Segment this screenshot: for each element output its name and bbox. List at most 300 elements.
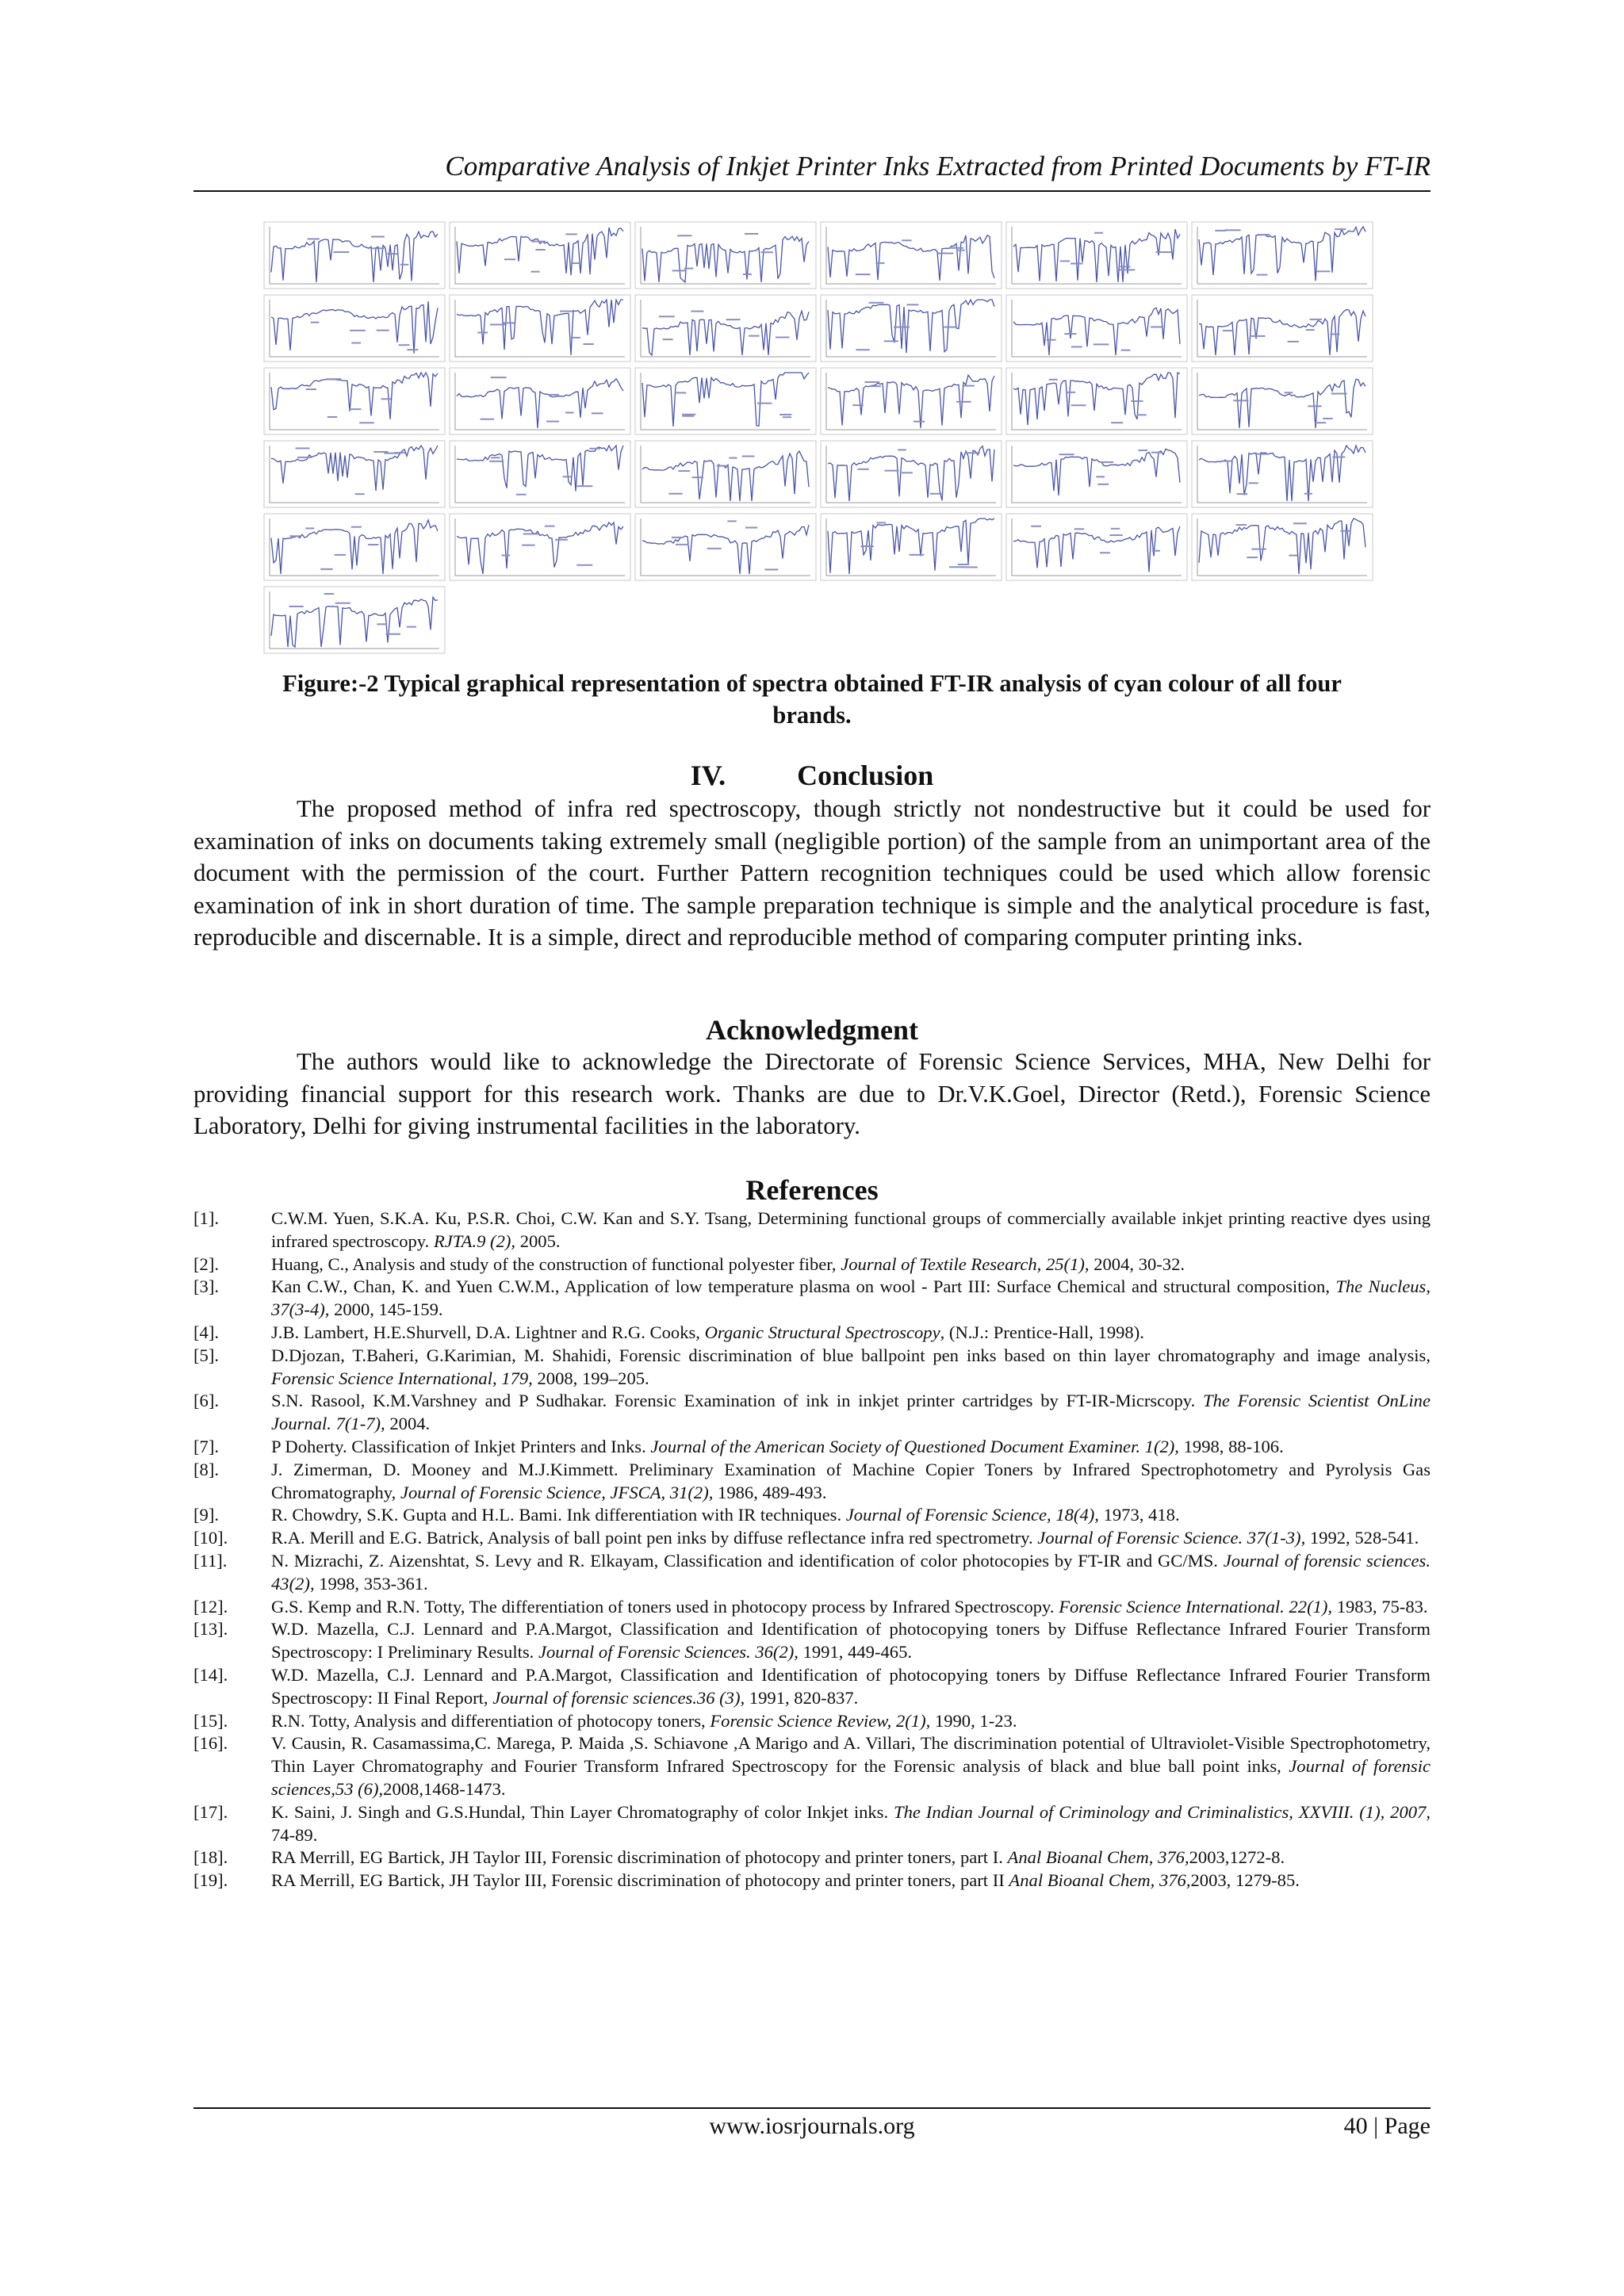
reference-text — [271, 1390, 1431, 1436]
peak-label-mark — [1250, 335, 1266, 337]
reference-number: [1]. — [193, 1208, 219, 1228]
conclusion-number: IV. — [690, 760, 726, 791]
reference-item — [193, 1801, 1431, 1847]
reference-item — [193, 1527, 1431, 1550]
peak-label-mark — [1236, 524, 1247, 526]
peak-label-mark — [906, 304, 918, 305]
peak-label-mark — [894, 327, 910, 328]
reference-number: [2]. — [193, 1253, 219, 1274]
conclusion-title: Conclusion — [797, 760, 934, 791]
reference-segment: 1998, 353-361. — [314, 1573, 428, 1594]
reference-item — [193, 1504, 1431, 1527]
peak-label-mark — [726, 319, 741, 320]
spectrum-thumbnail — [635, 368, 816, 434]
spectrum-thumbnail — [635, 441, 816, 507]
peak-label-mark — [565, 233, 577, 235]
reference-segment: Huang, C., Analysis and study of the construction of functional polyester fiber, — [271, 1253, 841, 1274]
peak-label-mark — [503, 322, 515, 323]
reference-text — [271, 1846, 1431, 1869]
reference-item — [193, 1390, 1431, 1436]
peak-label-mark — [1293, 522, 1307, 524]
peak-label-mark — [399, 344, 410, 346]
peak-label-mark — [334, 251, 350, 253]
spectrum-thumbnail — [821, 368, 1002, 434]
spectrum-thumbnail — [1192, 368, 1373, 434]
peak-label-mark — [676, 544, 688, 545]
peak-label-mark — [1111, 528, 1120, 530]
spectrum-thumbnail — [1192, 441, 1373, 507]
peak-label-mark — [516, 494, 527, 496]
spectrum-thumbnail — [821, 295, 1002, 362]
reference-item — [193, 1846, 1431, 1869]
peak-label-mark — [965, 452, 980, 453]
peak-label-mark — [565, 411, 573, 413]
reference-source: Journal of forensic sciences. 43(2), — [271, 1550, 1431, 1594]
peak-label-mark — [592, 412, 603, 414]
reference-source: 25(1) — [1045, 1253, 1085, 1274]
spectrum-thumbnail — [821, 441, 1002, 507]
reference-segment: R.A. Merill and E.G. Batrick, Analysis of ball point pen inks by diffuse reflectance infra red spectrometry. — [271, 1528, 1038, 1548]
reference-text — [271, 1527, 1431, 1550]
reference-segment: ,2008,1468-1473. — [378, 1778, 506, 1799]
spectrum-thumbnail — [821, 514, 1002, 580]
reference-segment: R.N. Totty, Analysis and differentiation of photocopy toners, — [271, 1710, 710, 1731]
reference-number: [11]. — [193, 1550, 228, 1571]
reference-segment: V. Causin, R. Casamassima,C. Marega, P. Maida ,S. Schiavone ,A Marigo and A. Villari, The discrimination potential of Ultraviolet-Visible Spectrophotometry, Thin Layer Chromatography and Fourier Transform Infrared Spectroscopy for the Forensic analysis of black and blue ball point inks, — [271, 1733, 1431, 1777]
peak-label-mark — [385, 633, 400, 635]
reference-segment: 1992, 528-541. — [1305, 1528, 1419, 1548]
peak-label-mark — [1111, 422, 1123, 423]
reference-text — [271, 1504, 1431, 1527]
peak-label-mark — [335, 554, 346, 556]
peak-label-mark — [545, 526, 555, 527]
peak-label-mark — [1096, 476, 1105, 477]
peak-label-mark — [938, 253, 954, 254]
references-heading: References — [745, 1174, 879, 1206]
reference-source: Journal of the American Society of Questioned Document Examiner. 1(2), — [650, 1436, 1179, 1456]
peak-label-mark — [491, 377, 507, 378]
peak-label-mark — [305, 527, 314, 529]
peak-label-mark — [535, 249, 545, 251]
peak-label-mark — [1047, 339, 1056, 341]
spectrum-thumbnail — [635, 295, 816, 362]
peak-label-mark — [576, 564, 592, 566]
peak-label-mark — [1071, 346, 1082, 347]
peak-label-mark — [691, 311, 703, 312]
peak-label-mark — [1109, 534, 1122, 536]
reference-item — [193, 1436, 1431, 1459]
peak-label-mark — [377, 330, 389, 331]
reference-segment: 1998, 88-106. — [1178, 1436, 1284, 1456]
peak-label-mark — [956, 401, 971, 403]
acknowledgment-body: The authors would like to acknowledge the Directorate of Forensic Science Services, MHA, New Delhi for providing financial support for this research work. Thanks are due to Dr.V.K.Goel, Director (Retd.), Forensic Science Laboratory, Delhi for giving instrumental facilities in the laboratory. — [193, 1048, 1431, 1139]
spectrum-thumbnail — [264, 441, 445, 507]
peak-label-mark — [1031, 526, 1041, 527]
peak-label-mark — [368, 544, 378, 545]
reference-item — [193, 1207, 1431, 1253]
peak-label-mark — [852, 404, 864, 406]
peak-label-mark — [1152, 550, 1160, 552]
reference-source: Journal of Forensic Science, 18(4), — [845, 1505, 1099, 1525]
peak-label-mark — [856, 349, 869, 350]
peak-label-mark — [761, 251, 773, 253]
reference-text — [271, 1618, 1431, 1664]
peak-label-mark — [1119, 266, 1131, 267]
peak-label-mark — [1094, 343, 1109, 345]
spectrum-thumbnail — [450, 441, 630, 507]
spectrum-thumbnail — [1192, 222, 1373, 289]
peak-label-mark — [1066, 392, 1075, 393]
reference-segment: 1991, 449-465. — [798, 1642, 913, 1663]
peak-label-mark — [1071, 262, 1083, 264]
reference-segment: J. Zimerman, D. Mooney and M.J.Kimmett. Preliminary Examination of Machine Copier Toners by Infrared Spectrophotometry and Pyrolysis Gas Chromatography, — [271, 1459, 1431, 1502]
peak-label-mark — [349, 408, 361, 410]
reference-item — [193, 1345, 1431, 1391]
peak-label-mark — [377, 623, 387, 625]
reference-item — [193, 1732, 1431, 1800]
peak-label-mark — [522, 545, 534, 546]
peak-label-mark — [1247, 557, 1258, 558]
figure-caption — [193, 668, 1431, 731]
reference-source: Organic Structural Spectroscopy — [704, 1322, 940, 1342]
reference-segment: P Doherty. Classification of Inkjet Printers and Inks. — [271, 1436, 651, 1456]
peak-label-mark — [776, 336, 789, 338]
peak-label-mark — [1308, 405, 1321, 407]
peak-label-mark — [749, 335, 760, 337]
acknowledgment-heading: Acknowledgment — [706, 1014, 918, 1046]
reference-source: Forensic Science International, 179, — [271, 1368, 533, 1388]
reference-source: The Nucleus, 37(3-4), — [271, 1276, 1431, 1320]
reference-segment: Kan C.W., Chan, K. and Yuen C.W.M., Application of low temperature plasma on wool - Part III: Surface Chemical and structural composition, — [271, 1276, 1336, 1297]
reference-segment: , (N.J.: Prentice-Hall, 1998). — [940, 1322, 1144, 1342]
peak-label-mark — [1151, 452, 1162, 453]
peak-label-mark — [296, 447, 310, 449]
peak-label-mark — [311, 322, 320, 323]
peak-label-mark — [856, 274, 871, 275]
spectrum-thumbnail — [1006, 368, 1187, 434]
peak-label-mark — [1120, 269, 1136, 270]
reference-segment: N. Mizrachi, Z. Aizenshtat, S. Levy and R. Elkayam, Classification and identification of color photocopies by FT-IR and GC/MS. — [271, 1550, 1224, 1571]
reference-text — [271, 1276, 1431, 1322]
peak-label-mark — [407, 349, 418, 350]
peak-label-mark — [1237, 493, 1248, 495]
spectrum-thumbnail — [450, 368, 630, 434]
peak-label-mark — [1288, 341, 1299, 342]
reference-segment: R. Chowdry, S.K. Gupta and H.L. Bami. Ink differentiation with IR techniques. — [271, 1505, 846, 1525]
peak-label-mark — [308, 238, 320, 239]
peak-label-mark — [1304, 493, 1312, 495]
spectrum-thumbnail — [1006, 441, 1187, 507]
peak-label-mark — [394, 452, 405, 453]
spectrum-thumbnail — [264, 514, 445, 580]
reference-item — [193, 1276, 1431, 1322]
peak-label-mark — [370, 247, 385, 249]
peak-label-mark — [869, 302, 884, 304]
reference-segment: W.D. Mazella, C.J. Lennard and P.A.Margot, Classification and Identification of photocopying toners by Diffuse Reflectance Infrared Fourier Transform Spectroscopy: II Final Report, — [271, 1664, 1431, 1708]
peak-label-mark — [860, 545, 874, 547]
peak-label-mark — [949, 566, 964, 568]
peak-label-mark — [1341, 530, 1351, 532]
spectrum-thumbnail — [264, 368, 445, 434]
reference-item — [193, 1664, 1431, 1710]
peak-label-mark — [359, 422, 374, 423]
ftir-spectra-thumbnails — [262, 220, 1377, 668]
peak-label-mark — [1049, 379, 1058, 381]
peak-label-mark — [857, 469, 868, 470]
spectrum-thumbnail — [264, 295, 445, 362]
peak-label-mark — [677, 235, 691, 236]
reference-number: [12]. — [193, 1596, 228, 1617]
peak-label-mark — [717, 465, 728, 467]
peak-label-mark — [400, 264, 409, 266]
peak-label-mark — [1255, 453, 1270, 455]
reference-number: [17]. — [193, 1801, 228, 1822]
peak-label-mark — [480, 419, 494, 420]
peak-label-mark — [675, 392, 686, 393]
reference-segment: D.Djozan, T.Baheri, G.Karimian, M. Shahidi, Forensic discrimination of blue ballpoint pen inks based on thin layer chromatography and image analysis, — [271, 1345, 1431, 1365]
peak-label-mark — [1225, 229, 1241, 231]
reference-source: Journal of Textile Research — [841, 1253, 1037, 1274]
peak-label-mark — [407, 626, 416, 628]
peak-label-mark — [1060, 260, 1070, 262]
peak-label-mark — [757, 403, 772, 404]
peak-label-mark — [569, 337, 580, 339]
peak-label-mark — [351, 526, 362, 528]
reference-item — [193, 1618, 1431, 1664]
reference-source: Journal of Forensic Science. 37(1-3), — [1037, 1528, 1306, 1548]
peak-label-mark — [555, 539, 568, 541]
peak-label-mark — [729, 457, 737, 459]
peak-label-mark — [944, 327, 956, 328]
peak-label-mark — [914, 421, 925, 423]
peak-label-mark — [306, 388, 316, 390]
peak-label-mark — [1074, 528, 1085, 530]
reference-number: [3]. — [193, 1276, 219, 1297]
reference-text — [271, 1869, 1431, 1892]
reference-number: [5]. — [193, 1345, 219, 1365]
reference-segment: C.W.M. Yuen, S.K.A. Ku, P.S.R. Choi, C.W. Kan and S.Y. Tsang, Determining functional groups of commercially available inkjet printing reactive dyes using infrared spectroscopy. — [271, 1208, 1431, 1251]
peak-label-mark — [1220, 461, 1231, 462]
reference-text — [271, 1801, 1431, 1847]
reference-source: Forensic Science Review, 2(1), — [710, 1710, 931, 1731]
reference-text — [271, 1596, 1431, 1619]
peak-label-mark — [327, 416, 338, 418]
peak-label-mark — [1285, 392, 1293, 393]
reference-segment: 2004. — [385, 1414, 431, 1434]
reference-segment: 2005. — [515, 1230, 561, 1251]
peak-label-mark — [875, 262, 884, 264]
reference-segment: S.N. Rasool, K.M.Varshney and P Sudhakar. Forensic Examination of ink in inkjet printer cartridges by FT-IR-Micrscopy. — [271, 1391, 1204, 1411]
reference-text — [271, 1550, 1431, 1596]
running-title: Comparative Analysis of Inkjet Printer Inks Extracted from Printed Documents by FT-IR — [445, 151, 1431, 182]
peak-label-mark — [1156, 251, 1171, 253]
reference-segment: RA Merrill, EG Bartick, JH Taylor III, Forensic discrimination of photocopy and printer toners, part I. — [271, 1847, 1008, 1868]
peak-label-mark — [949, 247, 963, 249]
peak-label-mark — [350, 330, 366, 331]
peak-label-mark — [546, 421, 559, 423]
reference-text — [271, 1459, 1431, 1505]
peak-label-mark — [320, 568, 332, 570]
peak-label-mark — [297, 457, 312, 458]
figure-caption-line1: Figure:-2 Typical graphical representation of spectra obtained FT-IR analysis of cyan colour of all four — [282, 670, 1342, 697]
reference-item — [193, 1253, 1431, 1276]
reference-item — [193, 1596, 1431, 1619]
reference-number: [18]. — [193, 1847, 228, 1868]
peak-label-mark — [1137, 414, 1147, 415]
peak-label-mark — [902, 239, 911, 241]
reference-number: [9]. — [193, 1505, 219, 1525]
peak-label-mark — [531, 241, 546, 243]
reference-text — [271, 1664, 1431, 1710]
peak-label-mark — [672, 537, 684, 538]
peak-label-mark — [668, 493, 682, 495]
peak-label-mark — [1233, 400, 1248, 401]
peak-label-mark — [1331, 393, 1347, 395]
peak-label-mark — [573, 262, 582, 264]
peak-label-mark — [1094, 232, 1103, 234]
peak-label-mark — [1151, 326, 1162, 327]
peak-label-mark — [902, 472, 913, 473]
reference-segment: G.S. Kemp and R.N. Totty, The differentiation of toners used in photocopy process by Infrared Spectroscopy. — [271, 1596, 1059, 1617]
reference-item — [193, 1322, 1431, 1345]
peak-label-mark — [1289, 555, 1297, 557]
peak-label-mark — [864, 381, 879, 383]
peak-label-mark — [562, 476, 572, 477]
peak-label-mark — [1251, 549, 1266, 550]
reference-segment: , 2004, 30-32. — [1084, 1253, 1185, 1274]
peak-label-mark — [1101, 461, 1113, 463]
peak-label-mark — [335, 603, 350, 604]
reference-segment: 1973, 418. — [1098, 1505, 1180, 1525]
reference-segment: 2008, 199–205. — [532, 1368, 649, 1388]
reference-number: [13]. — [193, 1619, 228, 1640]
peak-label-mark — [1121, 350, 1131, 351]
peak-label-mark — [930, 493, 944, 495]
figure-caption-line2: brands. — [772, 702, 852, 729]
footer-page-number: 40 | Page — [1343, 2113, 1431, 2139]
reference-item — [193, 1550, 1431, 1596]
peak-label-mark — [373, 451, 388, 453]
peak-label-mark — [956, 250, 965, 251]
reference-number: [7]. — [193, 1436, 219, 1456]
reference-segment: 1986, 489-493. — [713, 1482, 827, 1502]
peak-label-mark — [745, 527, 757, 529]
spectrum-thumbnail — [1006, 514, 1187, 580]
reference-number: [15]. — [193, 1710, 228, 1731]
peak-label-mark — [1223, 330, 1233, 331]
header-rule — [193, 190, 1431, 192]
reference-item — [193, 1710, 1431, 1733]
reference-segment: 1990, 1-23. — [930, 1710, 1017, 1731]
peak-label-mark — [678, 470, 690, 472]
spectrum-thumbnail — [450, 295, 630, 362]
peak-label-mark — [490, 323, 505, 325]
peak-label-mark — [1323, 418, 1333, 419]
peak-label-mark — [381, 398, 391, 400]
reference-list — [193, 1207, 1431, 1892]
spectrum-thumbnail — [821, 222, 1002, 289]
spectrum-thumbnail — [1192, 514, 1373, 580]
peak-label-mark — [1310, 319, 1323, 320]
reference-segment: 1983, 75-83. — [1332, 1596, 1428, 1617]
peak-label-mark — [743, 274, 752, 275]
spectrum-thumbnail — [450, 222, 630, 289]
reference-source: Forensic Science International. 22(1), — [1059, 1596, 1333, 1617]
peak-label-mark — [549, 394, 559, 396]
reference-text — [271, 1710, 1431, 1733]
peak-label-mark — [958, 564, 969, 565]
reference-number: [14]. — [193, 1664, 228, 1685]
reference-number: [19]. — [193, 1870, 228, 1891]
spectrum-thumbnail — [635, 222, 816, 289]
peak-label-mark — [1071, 404, 1086, 406]
peak-label-mark — [1306, 329, 1315, 331]
reference-source: Journal of Forensic Sciences. 36(2), — [538, 1642, 799, 1663]
peak-label-mark — [1335, 228, 1346, 230]
peak-label-mark — [387, 253, 398, 254]
peak-label-mark — [477, 331, 488, 333]
conclusion-body: The proposed method of infra red spectroscopy, though strictly not nondestructive but it could be used for examination of inks on documents taking extremely small (negligible portion) of the sample from an unimportant area of the document with the permission of the court. Further Pattern recognition techniques could be used which allow forensic examination of ink in short duration of time. The sample preparation technique is simple and the analytical procedure is fast, reproducible and discernable. It is a simple, direct and reproducible method of comparing computer printing inks. — [193, 795, 1431, 951]
peak-label-mark — [1100, 552, 1110, 553]
peak-label-mark — [560, 311, 573, 312]
peak-label-mark — [783, 416, 791, 418]
reference-number: [16]. — [193, 1733, 228, 1754]
reference-segment: , — [1036, 1253, 1046, 1274]
peak-label-mark — [870, 385, 881, 387]
reference-segment: W.D. Mazella, C.J. Lennard and P.A.Margot, Classification and Identification of photocopying toners by Diffuse Reflectance Infrared Fourier Transform Spectroscopy: I Preliminary Results. — [271, 1619, 1431, 1663]
peak-label-mark — [727, 520, 736, 522]
peak-label-mark — [1315, 422, 1326, 423]
peak-label-mark — [1316, 270, 1330, 272]
peak-label-mark — [682, 414, 695, 415]
spectrum-thumbnail — [635, 514, 816, 580]
reference-source: Anal Bioanal Chem, 376, — [1007, 1847, 1189, 1868]
peak-label-mark — [1258, 234, 1270, 235]
reference-segment: 74-89. — [271, 1824, 318, 1845]
peak-label-mark — [523, 533, 539, 534]
reference-source: Journal of forensic sciences.36 (3), — [492, 1687, 745, 1708]
figure-spectra-grid — [262, 220, 1377, 668]
peak-label-mark — [324, 593, 334, 595]
peak-label-mark — [1138, 450, 1147, 451]
peak-label-mark — [1332, 456, 1345, 457]
peak-label-mark — [1097, 484, 1109, 485]
reference-source: Anal Bioanal Chem, 376, — [1009, 1870, 1191, 1891]
reference-segment: 1991, 820-837. — [745, 1687, 859, 1708]
peak-label-mark — [351, 342, 361, 344]
spectrum-thumbnail — [450, 514, 630, 580]
peak-label-mark — [1249, 482, 1258, 484]
footer-site: www.iosrjournals.org — [709, 2113, 915, 2139]
peak-label-mark — [910, 554, 925, 556]
peak-label-mark — [663, 339, 673, 340]
spectrum-thumbnail — [1006, 295, 1187, 362]
footer-rule — [193, 2107, 1431, 2109]
spectrum-thumbnail — [1192, 295, 1373, 362]
reference-number: [4]. — [193, 1322, 219, 1342]
peak-label-mark — [577, 485, 593, 487]
spectrum-thumbnail — [1006, 222, 1187, 289]
reference-source: Journal of forensic sciences,53 (6) — [271, 1756, 1431, 1799]
peak-label-mark — [589, 448, 600, 450]
peak-label-mark — [963, 566, 978, 568]
reference-text — [271, 1322, 1431, 1345]
spectrum-thumbnail — [264, 222, 445, 289]
peak-label-mark — [583, 343, 593, 345]
reference-text — [271, 1436, 1431, 1459]
peak-label-mark — [692, 476, 703, 478]
peak-label-mark — [501, 554, 510, 556]
